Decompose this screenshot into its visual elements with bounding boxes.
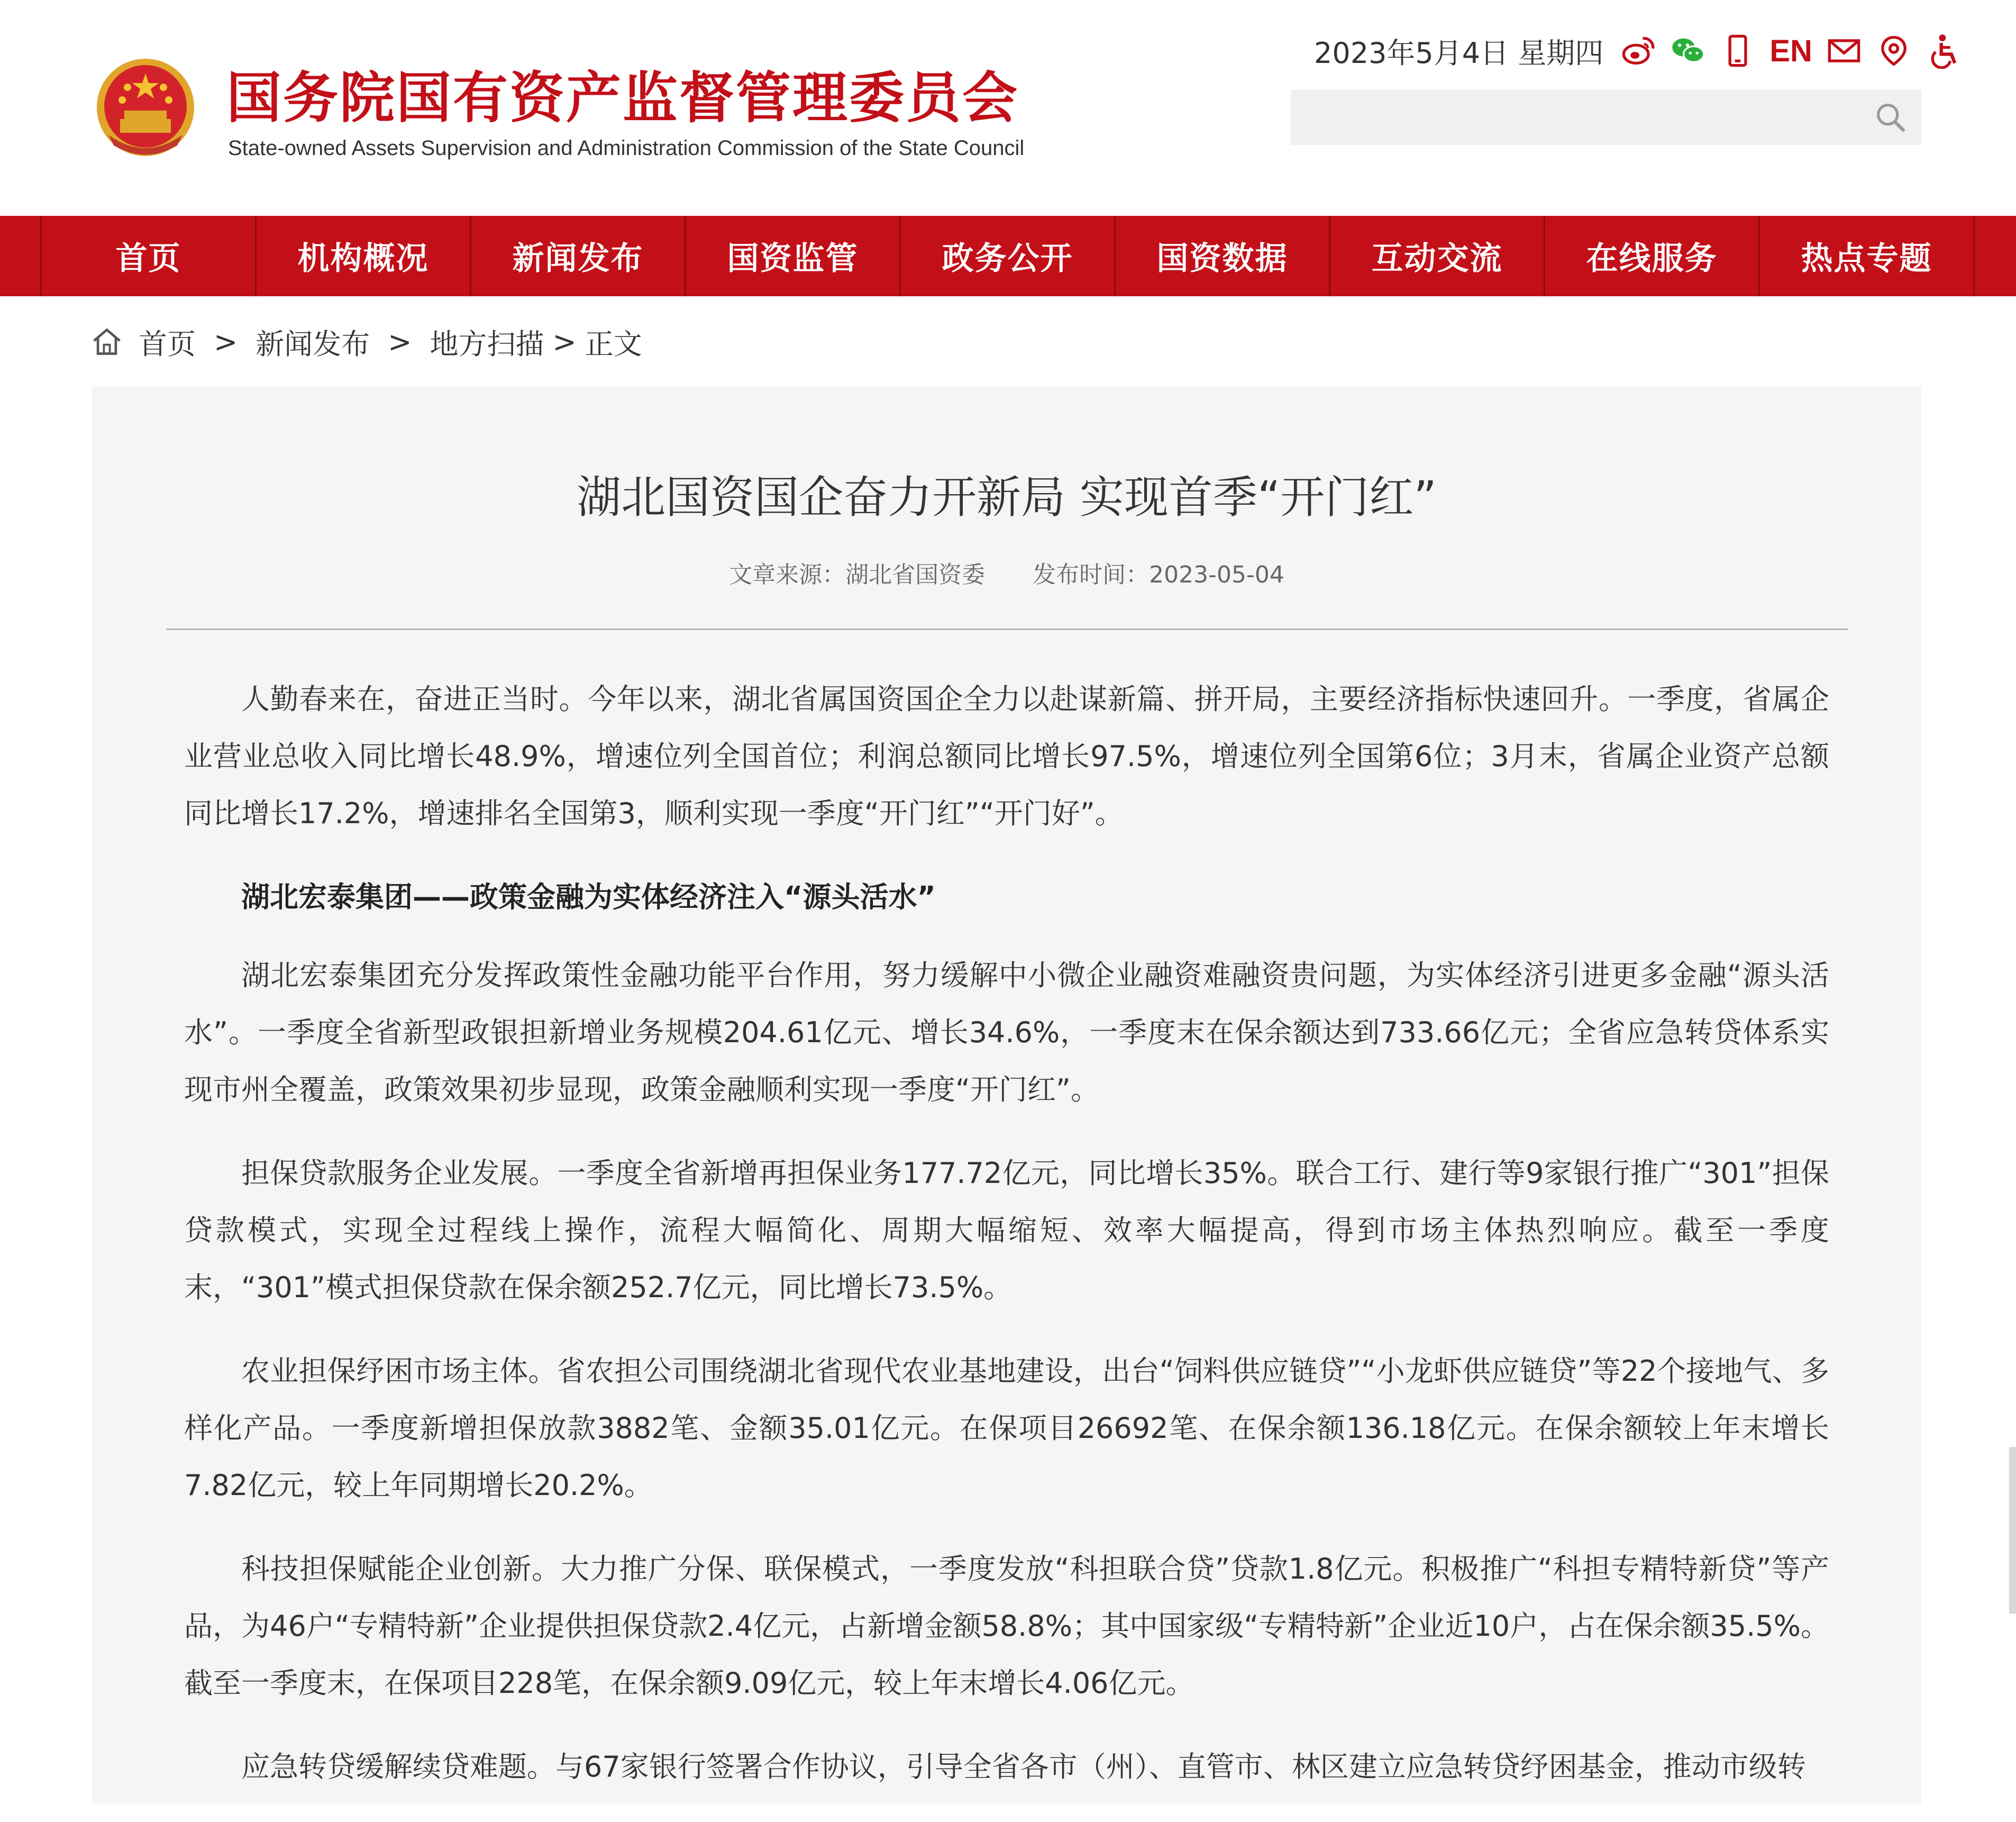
nav-data[interactable]: 国资数据 bbox=[1116, 216, 1330, 296]
english-link[interactable]: EN bbox=[1769, 33, 1812, 68]
article-paragraph: 应急转贷缓解续贷难题。与67家银行签署合作协议，引导全省各市（州）、直管市、林区建立应急转贷纾困基金，推动市级转 bbox=[241, 1750, 1806, 1783]
article-paragraph: 担保贷款服务企业发展。一季度全省新增再担保业务177.72亿元，同比增长35%。联合工行、建行等9家银行推广“301”担保贷款模式，实现全过程线上操作，流程大幅简化、周期大幅缩短、效率大幅提高，得到市场主体热烈响应。截至一季度末，“301”模式担保贷款在保余额252.7亿元，同比增长73.5%。 bbox=[184, 1156, 1829, 1304]
article-panel bbox=[92, 386, 1921, 1803]
nav-organization[interactable]: 机构概况 bbox=[257, 216, 471, 296]
article-paragraph: 湖北宏泰集团充分发挥政策性金融功能平台作用，努力缓解中小微企业融资难融资贵问题，为实体经济引进更多金融“源头活水”。一季度全省新型政银担新增业务规模204.61亿元、增长34.6%，一季度末在保余额达到733.66亿元；全省应急转贷体系实现市州全覆盖，政策效果初步显现，政策金融顺利实现一季度“开门红”。 bbox=[184, 959, 1829, 1106]
breadcrumb-current: 正文 bbox=[585, 327, 642, 361]
weibo-icon[interactable] bbox=[1620, 33, 1656, 69]
mail-icon[interactable] bbox=[1826, 33, 1862, 69]
location-icon[interactable] bbox=[1876, 33, 1912, 69]
search-bar bbox=[1291, 90, 1921, 145]
accessibility-icon[interactable] bbox=[1926, 33, 1962, 69]
breadcrumb-separator: > bbox=[552, 325, 577, 359]
home-icon[interactable] bbox=[91, 326, 123, 358]
site-title[interactable]: 国务院国有资产监督管理委员会 bbox=[226, 66, 1019, 130]
title-divider bbox=[166, 628, 1848, 630]
search-input[interactable] bbox=[1291, 90, 1862, 145]
article-title: 湖北国资国企奋力开新局 实现首季“开门红” bbox=[577, 471, 1437, 523]
current-date: 2023年5月4日 星期四 bbox=[1314, 36, 1604, 70]
article-source: 文章来源：湖北省国资委 bbox=[729, 561, 986, 588]
breadcrumb-separator: > bbox=[214, 325, 238, 359]
nav-government-affairs[interactable]: 政务公开 bbox=[901, 216, 1116, 296]
site-header bbox=[0, 0, 2016, 216]
top-toolbar bbox=[1314, 30, 1962, 72]
breadcrumb-news[interactable]: 新闻发布 bbox=[256, 327, 370, 361]
nav-topics[interactable]: 热点专题 bbox=[1760, 216, 1975, 296]
article-paragraph: 农业担保纾困市场主体。省农担公司围绕湖北省现代农业基地建设，出台“饲料供应链贷”“小龙虾供应链贷”等22个接地气、多样化产品。一季度新增担保放款3882笔、金额35.01亿元。在保项目26692笔、在保余额136.18亿元。在保余额较上年末增长7.82亿元，较上年同期增长20.2%。 bbox=[184, 1354, 1829, 1502]
main-nav bbox=[0, 216, 2016, 296]
article-subheading: 湖北宏泰集团——政策金融为实体经济注入“源头活水” bbox=[241, 880, 936, 914]
breadcrumb-home[interactable]: 首页 bbox=[139, 327, 196, 361]
breadcrumb-local[interactable]: 地方扫描 bbox=[430, 327, 544, 361]
breadcrumb-separator: > bbox=[388, 325, 412, 359]
floating-side-tab[interactable] bbox=[2009, 1447, 2016, 1614]
national-emblem-icon[interactable] bbox=[93, 56, 198, 161]
wechat-icon[interactable] bbox=[1670, 33, 1706, 69]
article-meta bbox=[92, 555, 1921, 589]
breadcrumb bbox=[91, 321, 642, 363]
nav-home[interactable]: 首页 bbox=[42, 216, 257, 296]
mobile-icon[interactable] bbox=[1720, 33, 1756, 69]
article-publish-date: 发布时间：2023-05-04 bbox=[1033, 561, 1284, 588]
nav-supervision[interactable]: 国资监管 bbox=[686, 216, 901, 296]
article-body bbox=[184, 671, 1829, 1822]
nav-news[interactable]: 新闻发布 bbox=[471, 216, 686, 296]
search-icon[interactable] bbox=[1873, 99, 1909, 135]
site-title-english[interactable]: State-owned Assets Supervision and Administration Commission of the State Council bbox=[228, 136, 1025, 160]
article-paragraph: 人勤春来在，奋进正当时。今年以来，湖北省属国资国企全力以赴谋新篇、拼开局，主要经济指标快速回升。一季度，省属企业营业总收入同比增长48.9%，增速位列全国首位；利润总额同比增长97.5%，增速位列全国第6位；3月末，省属企业资产总额同比增长17.2%，增速排名全国第3，顺利实现一季度“开门红”“开门好”。 bbox=[184, 682, 1829, 830]
article-paragraph: 科技担保赋能企业创新。大力推广分保、联保模式，一季度发放“科担联合贷”贷款1.8亿元。积极推广“科担专精特新贷”等产品，为46户“专精特新”企业提供担保贷款2.4亿元，占新增金额58.8%；其中国家级“专精特新”企业近10户，占在保余额35.5%。截至一季度末，在保项目228笔，在保余额9.09亿元，较上年末增长4.06亿元。 bbox=[184, 1552, 1829, 1700]
nav-online-services[interactable]: 在线服务 bbox=[1545, 216, 1760, 296]
nav-interaction[interactable]: 互动交流 bbox=[1330, 216, 1545, 296]
